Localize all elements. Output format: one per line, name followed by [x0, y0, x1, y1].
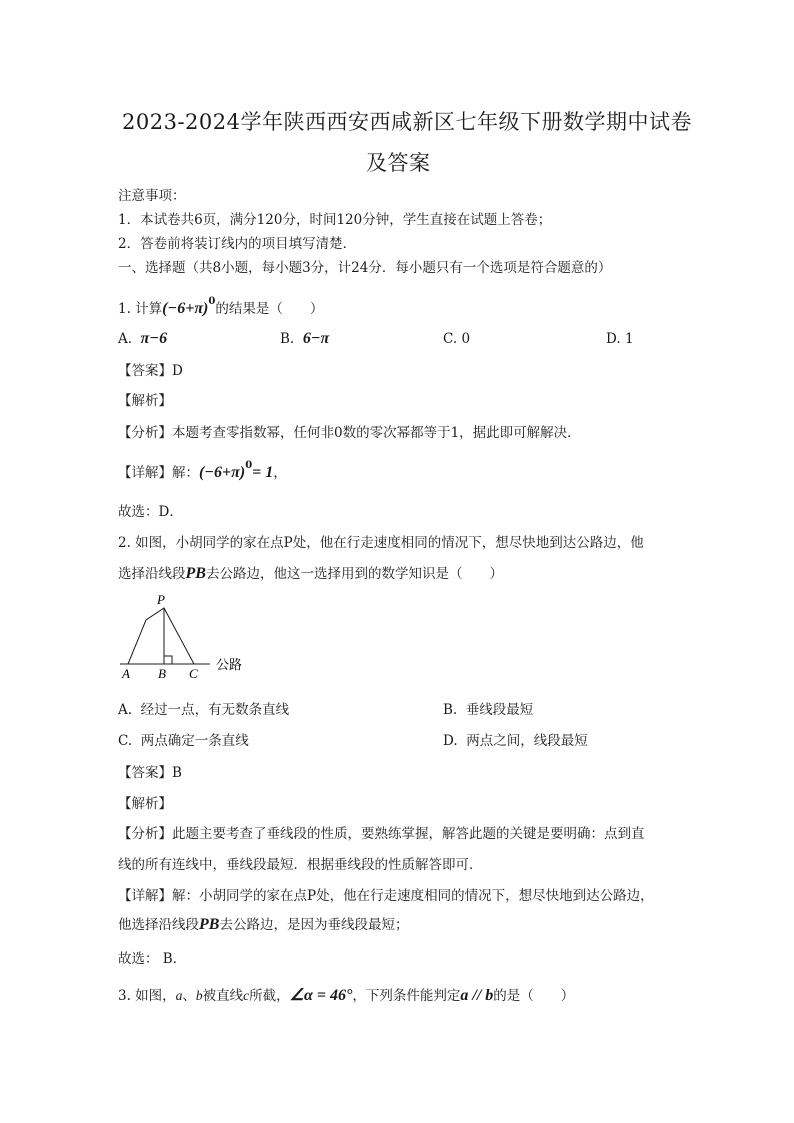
question-3-stem: 3. 如图，a、b被直线c所截，∠α = 46°，下列条件能判定a // b的是（ ） — [118, 987, 575, 1004]
point-b-label: B — [158, 666, 166, 681]
exponent: 0 — [245, 460, 253, 471]
analysis-text: 【分析】本题考查零指数幂，任何非0数的零次幂都等于1，据此即可解解决． — [118, 425, 581, 441]
exponent: 0 — [208, 296, 216, 307]
option-c: C. 0 — [443, 331, 471, 347]
math-expression: (−6+π) — [199, 464, 246, 481]
math-expression: (−6+π) — [162, 300, 209, 317]
note-item: 1．本试卷共6页，满分120分，时间120分钟，学生直接在试题上答卷； — [118, 212, 552, 228]
point-a-label: A — [122, 666, 130, 681]
choose-text: 故选： B． — [118, 951, 187, 967]
stem-text: 1. 计算 — [118, 301, 163, 317]
answer-label: 【答案】D — [118, 363, 183, 379]
notes-heading: 注意事项： — [118, 188, 186, 204]
geometry-figure — [110, 590, 270, 685]
detail-text: 他选择沿线段PB去公路边，是因为垂线段最短； — [118, 916, 409, 933]
line-a-label: a — [175, 988, 183, 1003]
math-expression: = 1 — [252, 464, 274, 481]
analysis-text: 线的所有连线中，垂线段最短．根据垂线段的性质解答即可． — [118, 857, 483, 873]
option-b: B. 6−π — [280, 330, 330, 347]
option-d: D. 1 — [606, 331, 634, 347]
answer-label: 【答案】B — [118, 765, 182, 781]
stem-text: 的结果是（ ） — [215, 301, 324, 317]
road-label: 公路 — [216, 658, 243, 673]
detail-text: 【详解】解：$(-6+\pi)^0= 1$， — [118, 460, 287, 481]
option-b: B. 垂线段最短 — [443, 702, 534, 718]
question-2-stem-continued: 选择沿线段PB去公路边，他这一选择用到的数学知识是（ ） — [118, 565, 503, 582]
point-c-label: C — [189, 666, 198, 681]
analysis-heading: 【解析】 — [118, 796, 172, 812]
analysis-heading: 【解析】 — [118, 393, 172, 409]
option-math: 6−π — [302, 330, 330, 347]
note-item: 2．答卷前将装订线内的项目填写清楚． — [118, 236, 357, 252]
question-2-stem: 2. 如图，小胡同学的家在点P处，他在行走速度相同的情况下，想尽快地到达公路边，他 — [118, 535, 644, 551]
parallel-expression: a // b — [460, 987, 494, 1004]
right-angle-mark — [164, 656, 172, 664]
detail-text: 【详解】解：小胡同学的家在点P处，他在行走速度相同的情况下，想尽快地到达公路边， — [118, 888, 654, 904]
option-d: D. 两点之间，线段最短 — [443, 733, 588, 749]
option-a: A. 经过一点，有无数条直线 — [118, 702, 290, 718]
page-title-continued: 及答案 — [366, 151, 431, 175]
angle-expression: ∠α = 46° — [289, 987, 353, 1004]
choose-text: 故选：D． — [118, 504, 183, 520]
question-1-stem — [118, 296, 323, 318]
path-to-c — [128, 608, 194, 664]
option-c: C. 两点确定一条直线 — [118, 733, 249, 749]
segment-label: PB — [199, 916, 220, 933]
point-p-label: P — [157, 592, 165, 607]
line-c-label: c — [243, 988, 250, 1003]
segment-label: PB — [185, 565, 206, 582]
analysis-text: 【分析】此题主要考查了垂线段的性质，要熟练掌握，解答此题的关键是要明确：点到直 — [118, 826, 645, 842]
line-b-label: b — [195, 988, 203, 1003]
option-math: π−6 — [140, 330, 168, 347]
option-a: A. π−6 — [118, 330, 168, 347]
page-title: 2023-2024学年陕西西安西咸新区七年级下册数学期中试卷 — [122, 110, 692, 134]
section-heading: 一、选择题（共8小题，每小题3分，计24分．每小题只有一个选项是符合题意的） — [118, 260, 612, 276]
